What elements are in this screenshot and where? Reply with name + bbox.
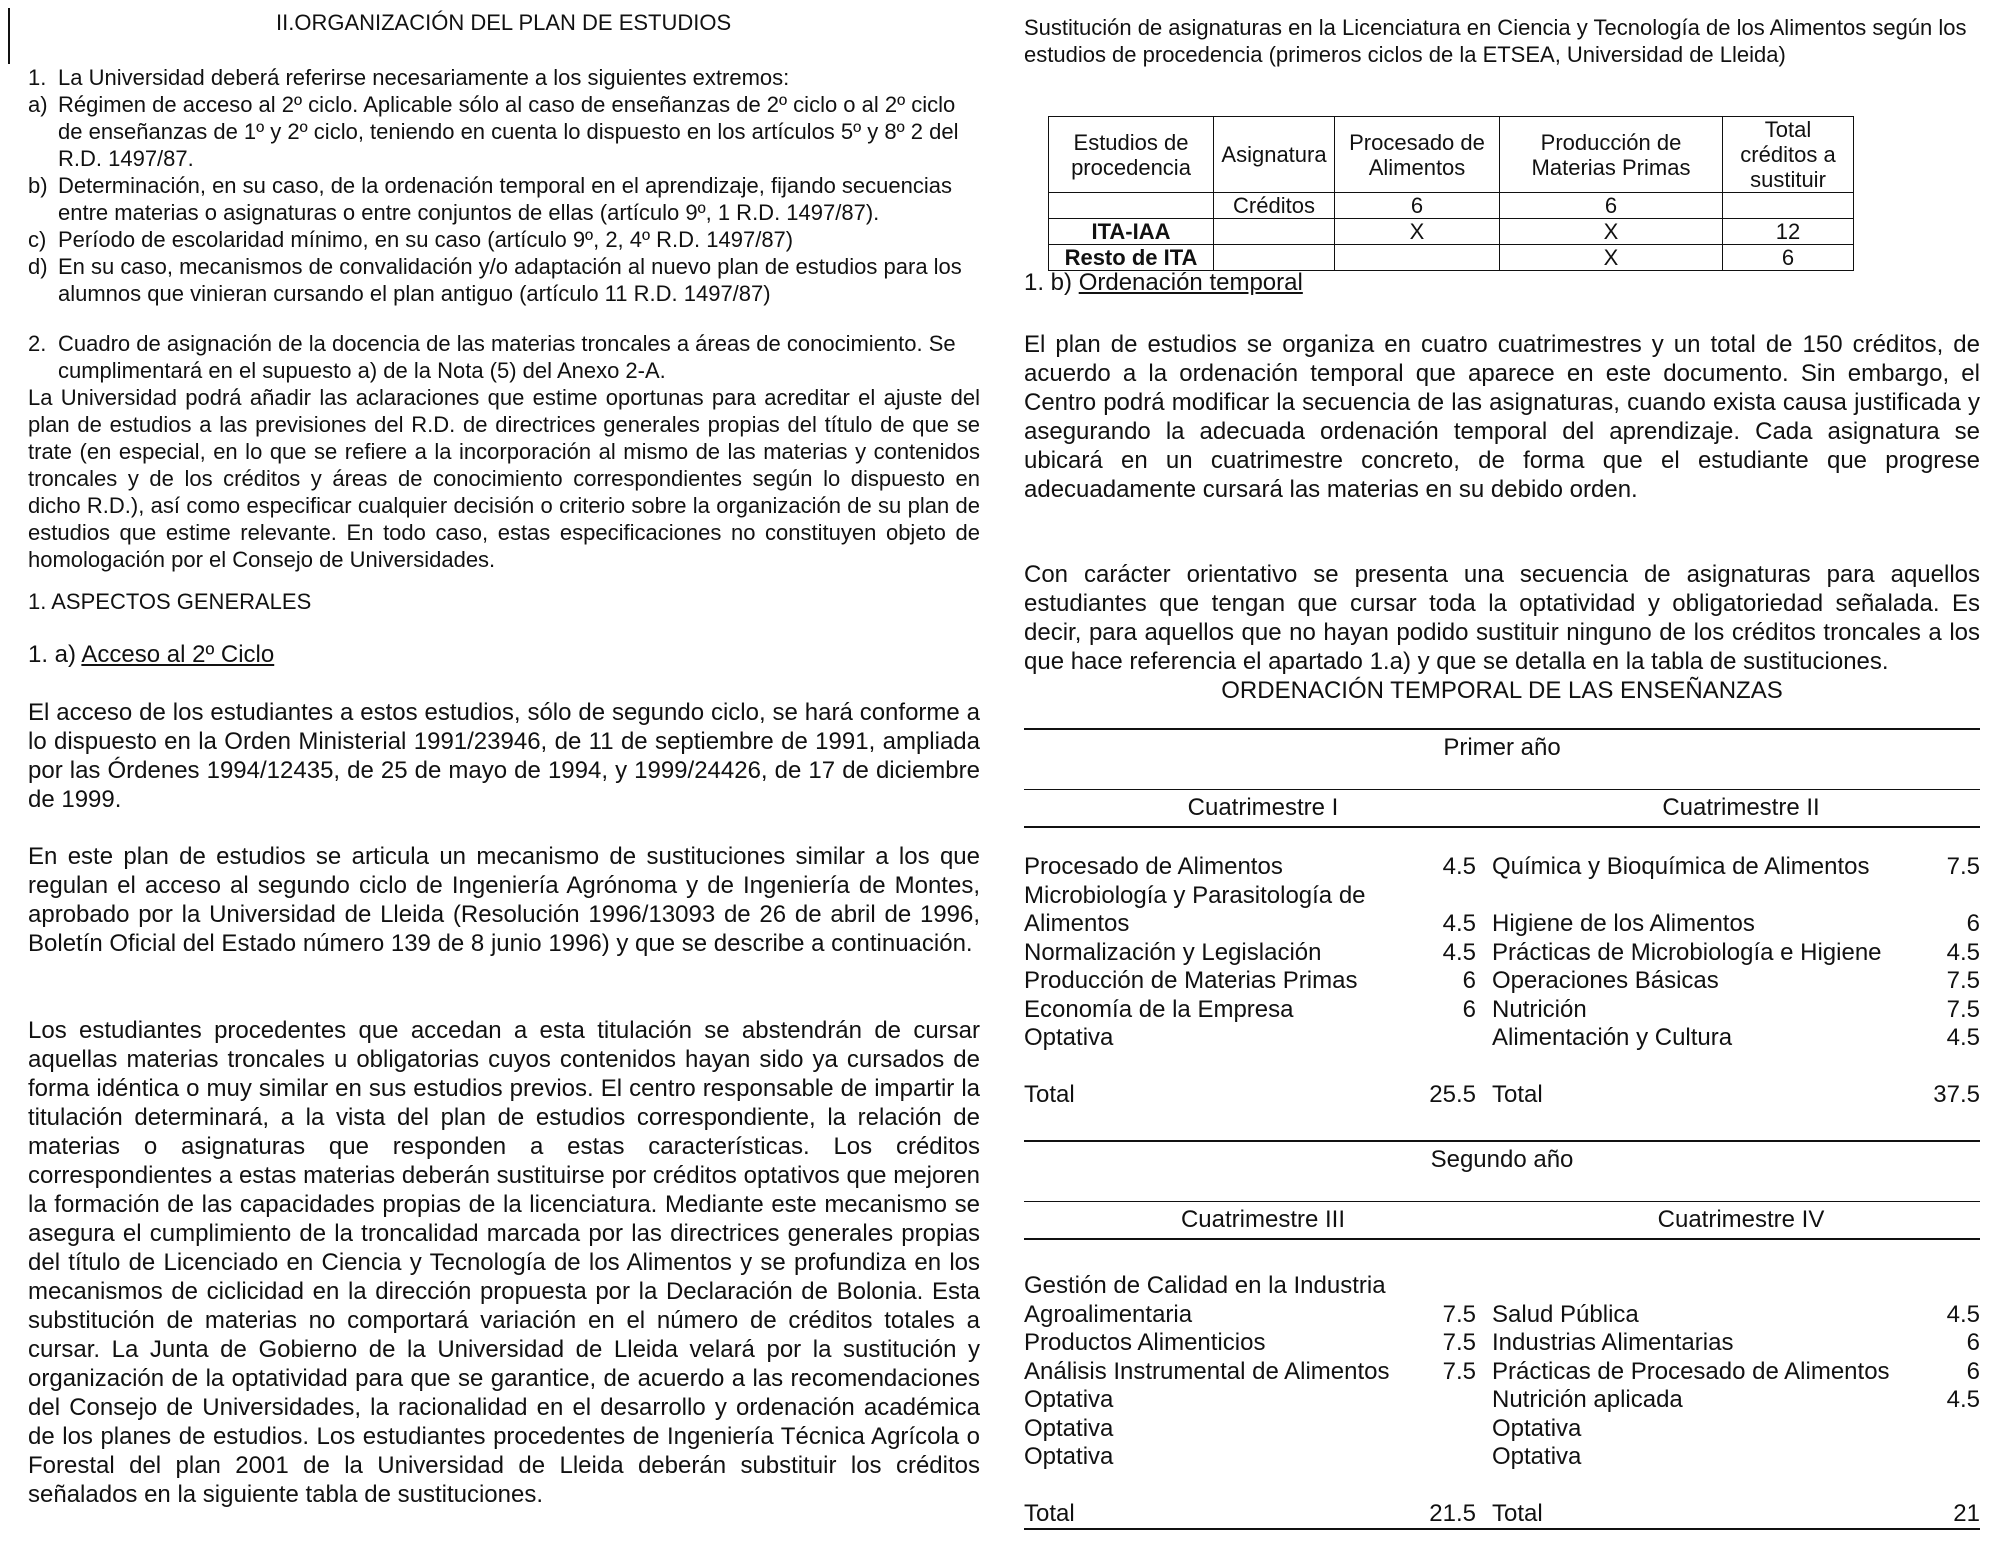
- table-cell: [1214, 245, 1335, 271]
- paragraph-acceso: El acceso de los estudiantes a estos estudios, sólo de segundo ciclo, se hará conforme a lo dispuesto en la Orden Ministerial 1991/23946, de 11 de septiembre de 1991, ampliada por las Órdenes 1994/12435, de 25 de mayo de 1994, y 1999/24426, de 17 de diciembre de 1999.: [28, 699, 980, 813]
- list-item: Economía de la Empresa 6 Nutrición 7.5: [1024, 995, 1980, 1023]
- cuatrimestre-2-label: Cuatrimestre II: [1662, 794, 1820, 821]
- requirements-list: [28, 64, 980, 307]
- paragraph-sustituciones: En este plan de estudios se articula un mecanismo de sustituciones similar a los que regulan el acceso al segundo ciclo de Ingeniería Agrónoma y de Ingeniería de Montes, aprobado por la Universidad de Lleida (Resolución 1996/13093 de 26 de abril de 1996, Boletín Oficial del Estado número 139 de 8 junio 1996) y que se describe a continuación.: [28, 843, 980, 957]
- year2-block: [1024, 1140, 1980, 1530]
- ordenacion-title: ORDENACIÓN TEMPORAL DE LAS ENSEÑANZAS: [1221, 677, 1783, 704]
- list-item: Gestión de Calidad en la Industria: [1024, 1272, 1386, 1299]
- year1-subjects: [1024, 853, 1980, 1109]
- cuatrimestre-4-label: Cuatrimestre IV: [1657, 1206, 1825, 1233]
- table-cell: ITA-IAA: [1049, 219, 1214, 245]
- year2-subjects: [1024, 1272, 1980, 1530]
- table-cell: Resto de ITA: [1049, 245, 1214, 271]
- section-heading: II.ORGANIZACIÓN DEL PLAN DE ESTUDIOS: [276, 10, 732, 35]
- table-row: [1049, 219, 1854, 245]
- list-item: 2. Cuadro de asignación de la docencia de las materias troncales a áreas de conocimiento. Se cumplimentará en el supuesto a) de la Nota (5) del Anexo 2-A.: [28, 331, 956, 383]
- divider: [1024, 826, 1980, 828]
- list-item: a) Régimen de acceso al 2º ciclo. Aplicable sólo al caso de enseñanzas de 2º ciclo o al 2º ciclo de enseñanzas de 1º y 2º ciclo, teniendo en cuenta lo dispuesto en los artículos 5º y 8º 2 del R.D. 1497/87.: [28, 92, 959, 171]
- table-cell: Asignatura: [1214, 117, 1335, 193]
- table-cell: [1335, 245, 1500, 271]
- year1-title: Primer año: [1443, 734, 1561, 761]
- list-item: Optativa Nutrición aplicada 4.5: [1024, 1386, 1980, 1413]
- table-cell: 6: [1723, 245, 1854, 271]
- list-item: Producción de Materias Primas 6 Operaciones Básicas 7.5: [1024, 967, 1980, 994]
- table-cell: X: [1500, 245, 1723, 271]
- paragraph-estudiantes: Los estudiantes procedentes que accedan a esta titulación se abstendrán de cursar aquellas materias troncales u obligatorias cuyos contenidos hayan sido ya cursados de forma idéntica o muy similar en sus estudios previos. El centro responsable de impartir la titulación determinará, a la vista del plan de estudios correspondiente, la relación de materias o asignaturas que responden a estas características. Los créditos correspondientes a estas materias deberán sustituirse por créditos optativos que mejoren la formación de las capacidades propias de la licenciatura. Mediante este mecanismo se asegura el cumplimiento de la troncalidad marcada por las directrices generales propias del título de Licenciado en Ciencia y Tecnología de los Alimentos y se profundiza en los mecanismos de ciclicidad en la dirección propuesta por la Declaración de Bolonia. Esta substitución de materias no comportará variación en el número de créditos totales a cursar. La Junta de Gobierno de la Universidad de Lleida velará por la sustitución y organización de la optatividad para que se garantice, de acuerdo a las recomendaciones del Consejo de Universidades, la racionalidad en el desarrollo y ordenación académica de los planes de estudios. Los estudiantes procedentes de Ingeniería Técnica Agrícola o Forestal del plan 2001 de la Universidad de Lleida deberán substituir los créditos señalados en la siguiente tabla de sustituciones.: [28, 1017, 980, 1508]
- list-item: Optativa Alimentación y Cultura 4.5: [1024, 1024, 1980, 1051]
- table-cell: Total créditos a sustituir: [1723, 117, 1854, 193]
- divider: [1024, 789, 1980, 790]
- year2-title: Segundo año: [1430, 1146, 1574, 1173]
- list-item: Normalización y Legislación 4.5 Prácticas de Microbiología e Higiene 4.5: [1024, 938, 1980, 966]
- table-row: [1049, 245, 1854, 271]
- list-item: c) Período de escolaridad mínimo, en su caso (artículo 9º, 2, 4º R.D. 1497/87): [28, 227, 794, 252]
- univ-paragraph: La Universidad podrá añadir las aclaraciones que estime oportunas para acreditar el ajuste del plan de estudios a las previsiones del R.D. de directrices generales propias del título de que se trate (en especial, en lo que se refiere a la incorporación al mismo de las materias y contenidos troncales y de los créditos y áreas de conocimiento correspondientes según lo dispuesto en dicho R.D.), así como especificar cualquier decisión o criterio sobre la organización de su plan de estudios que estime relevante. En todo caso, estas especificaciones no constituyen objeto de homologación por el Consejo de Universidades.: [28, 385, 980, 572]
- table-cell: Estudios de procedencia: [1049, 117, 1214, 193]
- aspectos-heading: 1. ASPECTOS GENERALES: [28, 589, 312, 614]
- substitution-table: [1048, 116, 1854, 271]
- list-item: Optativa Optativa: [1024, 1443, 1582, 1470]
- table-cell: [1214, 219, 1335, 245]
- table-cell: 12: [1723, 219, 1854, 245]
- cuatrimestre-3-label: Cuatrimestre III: [1180, 1206, 1346, 1233]
- table-row: [1049, 193, 1854, 219]
- list-item: b) Determinación, en su caso, de la ordenación temporal en el aprendizaje, fijando secuencias entre materias o asignaturas o entre conjuntos de ellas (artículo 9º, 1 R.D. 1497/87).: [28, 173, 952, 225]
- year1-cuatrimestres: [1024, 794, 1980, 822]
- list-item: Alimentos 4.5 Higiene de los Alimentos 6: [1024, 910, 1980, 937]
- year2-total: Total 21.5 Total 21: [1024, 1500, 1980, 1531]
- year1-total: Total 25.5 Total 37.5: [1024, 1080, 1980, 1108]
- substitution-intro: Sustitución de asignaturas en la Licenciatura en Ciencia y Tecnología de los Alimentos según los estudios de procedencia (primeros ciclos de la ETSEA, Universidad de Lleida): [1024, 15, 1967, 67]
- list-item: Optativa Optativa: [1024, 1414, 1582, 1442]
- table-cell: Procesado de Alimentos: [1335, 117, 1500, 193]
- table-cell: [1723, 193, 1854, 219]
- table-cell: X: [1500, 219, 1723, 245]
- table-cell: 6: [1500, 193, 1723, 219]
- divider: [1024, 1140, 1980, 1142]
- list-item: d) En su caso, mecanismos de convalidación y/o adaptación al nuevo plan de estudios para los alumnos que vinieran cursando el plan antiguo (artículo 11 R.D. 1497/87): [28, 254, 962, 306]
- paragraph-orientativo: Con carácter orientativo se presenta una secuencia de asignaturas para aquellos estudiantes que tengan que cursar toda la optatividad y obligatoriedad señalada. Es decir, para aquellos que no hayan podido sustituir ninguno de los créditos troncales a los que hace referencia el apartado 1.a) y que se detalla en la tabla de sustituciones.: [1024, 561, 1980, 675]
- table-cell: X: [1335, 219, 1500, 245]
- year2-cuatrimestres: [1024, 1206, 1980, 1234]
- table-row: [1049, 117, 1854, 193]
- divider: [1024, 1201, 1980, 1202]
- table-cell: Créditos: [1214, 193, 1335, 219]
- ordenacion-heading: 1. b) Ordenación temporal: [1024, 269, 1303, 296]
- year1-block: [1024, 728, 1980, 1109]
- list-item: Agroalimentaria 7.5 Salud Pública 4.5: [1024, 1300, 1980, 1328]
- paragraph-ordenacion: El plan de estudios se organiza en cuatro cuatrimestres y un total de 150 créditos, de acuerdo a la ordenación temporal que aparece en este documento. Sin embargo, el Centro podrá modificar la secuencia de las asignaturas, cuando exista causa justificada y asegurando la adecuada ordenación temporal del aprendizaje. Cada asignatura se ubicará en un cuatrimestre concreto, de forma que el estudiante que progrese adecuadamente cursará las materias en su debido orden.: [1024, 331, 1980, 503]
- list-item: Microbiología y Parasitología de: [1024, 881, 1366, 909]
- list-item: Procesado de Alimentos 4.5 Química y Bioquímica de Alimentos 7.5: [1024, 853, 1980, 880]
- cuatrimestre-1-label: Cuatrimestre I: [1187, 794, 1339, 821]
- item-2: [28, 330, 980, 384]
- list-item: Productos Alimenticios 7.5 Industrias Alimentarias 6: [1024, 1329, 1980, 1356]
- list-item: Análisis Instrumental de Alimentos 7.5 Prácticas de Procesado de Alimentos 6: [1024, 1357, 1980, 1385]
- table-cell: Producción de Materias Primas: [1500, 117, 1723, 193]
- acceso-heading: 1. a) Acceso al 2º Ciclo: [28, 641, 275, 668]
- table-cell: [1049, 193, 1214, 219]
- list-item: 1. La Universidad deberá referirse necesariamente a los siguientes extremos:: [28, 65, 790, 90]
- divider: [1024, 1238, 1980, 1240]
- margin-bar: [8, 8, 10, 64]
- divider: [1024, 728, 1980, 730]
- table-cell: 6: [1335, 193, 1500, 219]
